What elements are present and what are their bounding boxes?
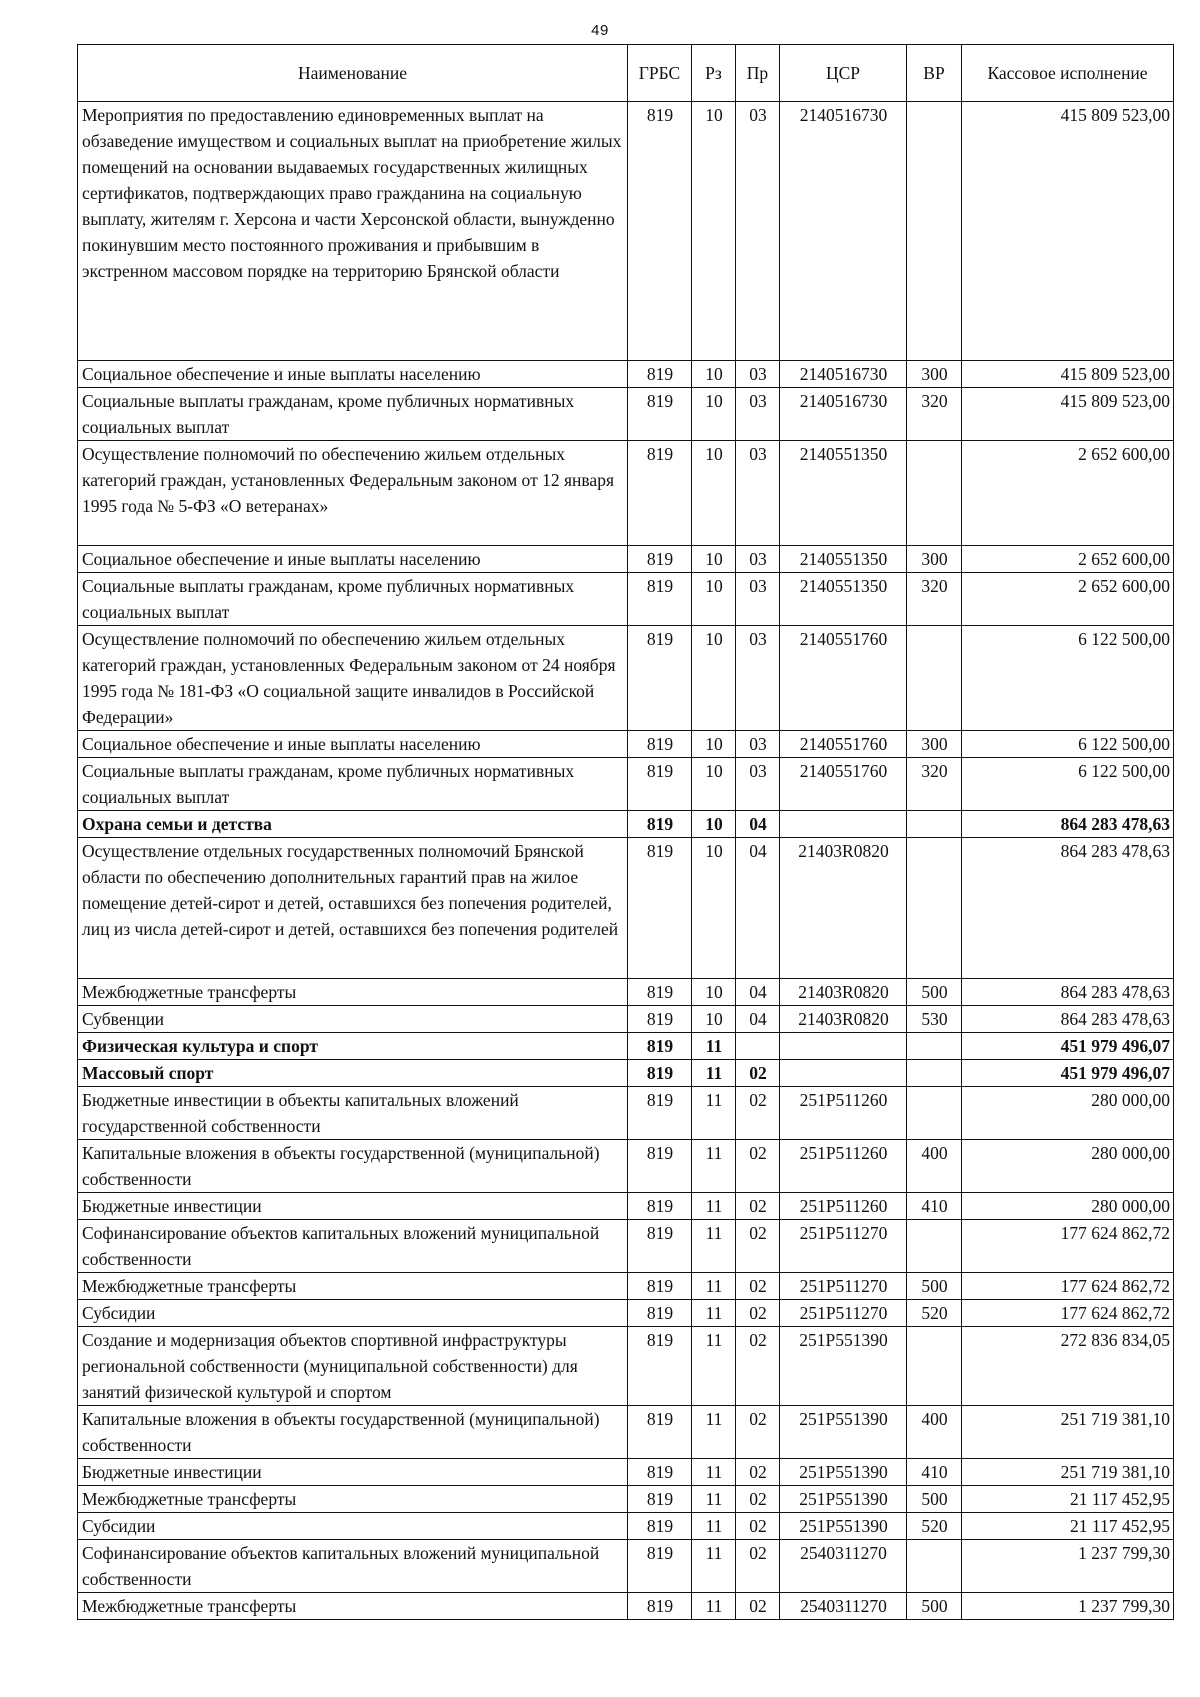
cell-grbs: 819: [628, 361, 692, 388]
table-row: [78, 1087, 1174, 1140]
table-row: [78, 838, 1174, 979]
cell-name: Осуществление полномочий по обеспечению жильем отдельных категорий граждан, установленных Федеральным законом от 12 января 1995 года № 5-ФЗ «О ветеранах»: [78, 441, 628, 546]
cell-csr: 251P551390: [780, 1327, 907, 1406]
cell-name: Софинансирование объектов капитальных вложений муниципальной собственности: [78, 1540, 628, 1593]
table-row: [78, 102, 1174, 361]
cell-sum: 415 809 523,00: [962, 361, 1174, 388]
cell-csr: 2140551760: [780, 626, 907, 731]
table-row: [78, 1273, 1174, 1300]
cell-grbs: 819: [628, 1060, 692, 1087]
cell-csr: 251P511260: [780, 1193, 907, 1220]
cell-grbs: 819: [628, 1140, 692, 1193]
cell-pr: 02: [736, 1513, 780, 1540]
cell-name: Субсидии: [78, 1300, 628, 1327]
cell-sum: 177 624 862,72: [962, 1300, 1174, 1327]
cell-vr: [907, 1220, 962, 1273]
cell-vr: 410: [907, 1193, 962, 1220]
cell-name: Капитальные вложения в объекты государственной (муниципальной) собственности: [78, 1140, 628, 1193]
cell-vr: 500: [907, 1593, 962, 1620]
cell-name: Межбюджетные трансферты: [78, 1273, 628, 1300]
cell-sum: 177 624 862,72: [962, 1220, 1174, 1273]
cell-vr: [907, 838, 962, 979]
page-number: 49: [591, 22, 609, 39]
header-rz: Рз: [692, 45, 736, 102]
cell-sum: 280 000,00: [962, 1140, 1174, 1193]
cell-name: Охрана семьи и детства: [78, 811, 628, 838]
cell-csr: [780, 1060, 907, 1087]
cell-grbs: 819: [628, 1486, 692, 1513]
cell-rz: 11: [692, 1593, 736, 1620]
table-row: [78, 1220, 1174, 1273]
cell-name: Массовый спорт: [78, 1060, 628, 1087]
cell-csr: [780, 811, 907, 838]
cell-vr: 300: [907, 546, 962, 573]
header-pr: Пр: [736, 45, 780, 102]
cell-rz: 11: [692, 1300, 736, 1327]
cell-name: Социальные выплаты гражданам, кроме публичных нормативных социальных выплат: [78, 758, 628, 811]
cell-name: Социальные выплаты гражданам, кроме публичных нормативных социальных выплат: [78, 573, 628, 626]
cell-rz: 11: [692, 1327, 736, 1406]
cell-pr: 02: [736, 1486, 780, 1513]
cell-csr: 2140516730: [780, 388, 907, 441]
cell-sum: 251 719 381,10: [962, 1459, 1174, 1486]
cell-sum: 6 122 500,00: [962, 626, 1174, 731]
cell-grbs: 819: [628, 758, 692, 811]
cell-csr: 2140551760: [780, 758, 907, 811]
cell-name: Мероприятия по предоставлению единовременных выплат на обзаведение имуществом и социальных выплат на приобретение жилых помещений на основании выдаваемых государственных жилищных сертификатов, подтверждающих право гражданина на социальную выплату, жителям г. Херсона и части Херсонской области, вынужденно покинувшим место постоянного проживания и прибывшим в экстренном массовом порядке на территорию Брянской области: [78, 102, 628, 361]
cell-rz: 11: [692, 1033, 736, 1060]
cell-pr: 03: [736, 361, 780, 388]
table-row: [78, 546, 1174, 573]
cell-csr: 2540311270: [780, 1540, 907, 1593]
cell-vr: [907, 1327, 962, 1406]
cell-grbs: 819: [628, 1593, 692, 1620]
cell-name: Бюджетные инвестиции в объекты капитальных вложений государственной собственности: [78, 1087, 628, 1140]
cell-csr: [780, 1033, 907, 1060]
cell-vr: 300: [907, 731, 962, 758]
cell-rz: 10: [692, 102, 736, 361]
table-row: [78, 1327, 1174, 1406]
table-row-section: [78, 1033, 1174, 1060]
cell-pr: 03: [736, 731, 780, 758]
cell-pr: 02: [736, 1087, 780, 1140]
cell-sum: 6 122 500,00: [962, 758, 1174, 811]
cell-vr: [907, 626, 962, 731]
cell-vr: 400: [907, 1406, 962, 1459]
cell-pr: 03: [736, 758, 780, 811]
table-row: [78, 1193, 1174, 1220]
cell-sum: 251 719 381,10: [962, 1406, 1174, 1459]
cell-vr: [907, 811, 962, 838]
cell-name: Субсидии: [78, 1513, 628, 1540]
cell-pr: 02: [736, 1273, 780, 1300]
cell-rz: 10: [692, 441, 736, 546]
cell-grbs: 819: [628, 1006, 692, 1033]
cell-name: Бюджетные инвестиции: [78, 1459, 628, 1486]
table-row: [78, 758, 1174, 811]
table-row: [78, 626, 1174, 731]
table-row: [78, 1406, 1174, 1459]
cell-vr: [907, 1033, 962, 1060]
cell-pr: 03: [736, 573, 780, 626]
cell-grbs: 819: [628, 1220, 692, 1273]
cell-csr: 2540311270: [780, 1593, 907, 1620]
cell-grbs: 819: [628, 811, 692, 838]
cell-rz: 11: [692, 1087, 736, 1140]
cell-grbs: 819: [628, 626, 692, 731]
cell-vr: 500: [907, 1486, 962, 1513]
header-grbs: ГРБС: [628, 45, 692, 102]
table-header-row: [78, 45, 1174, 102]
cell-sum: 177 624 862,72: [962, 1273, 1174, 1300]
cell-name: Бюджетные инвестиции: [78, 1193, 628, 1220]
cell-csr: 2140551760: [780, 731, 907, 758]
cell-vr: [907, 441, 962, 546]
cell-sum: 864 283 478,63: [962, 1006, 1174, 1033]
cell-sum: 415 809 523,00: [962, 102, 1174, 361]
cell-name: Софинансирование объектов капитальных вложений муниципальной собственности: [78, 1220, 628, 1273]
cell-sum: 6 122 500,00: [962, 731, 1174, 758]
cell-pr: 03: [736, 546, 780, 573]
cell-rz: 11: [692, 1540, 736, 1593]
cell-csr: 2140551350: [780, 573, 907, 626]
table-row: [78, 1540, 1174, 1593]
cell-sum: 1 237 799,30: [962, 1593, 1174, 1620]
cell-grbs: 819: [628, 1327, 692, 1406]
cell-name: Субвенции: [78, 1006, 628, 1033]
cell-pr: 03: [736, 626, 780, 731]
cell-csr: 251P511270: [780, 1220, 907, 1273]
cell-pr: 03: [736, 388, 780, 441]
cell-vr: 320: [907, 573, 962, 626]
cell-pr: 02: [736, 1327, 780, 1406]
cell-grbs: 819: [628, 1513, 692, 1540]
cell-csr: 251P511260: [780, 1087, 907, 1140]
cell-grbs: 819: [628, 1273, 692, 1300]
cell-grbs: 819: [628, 1459, 692, 1486]
cell-csr: 251P511260: [780, 1140, 907, 1193]
cell-grbs: 819: [628, 731, 692, 758]
cell-rz: 11: [692, 1140, 736, 1193]
cell-grbs: 819: [628, 1193, 692, 1220]
budget-execution-table: [77, 44, 1174, 1620]
cell-sum: 21 117 452,95: [962, 1486, 1174, 1513]
cell-rz: 10: [692, 979, 736, 1006]
cell-sum: 21 117 452,95: [962, 1513, 1174, 1540]
cell-rz: 11: [692, 1060, 736, 1087]
table-row: [78, 1006, 1174, 1033]
header-sum: Кассовое исполнение: [962, 45, 1174, 102]
cell-sum: 2 652 600,00: [962, 573, 1174, 626]
cell-csr: 21403R0820: [780, 1006, 907, 1033]
cell-sum: 864 283 478,63: [962, 979, 1174, 1006]
cell-name: Физическая культура и спорт: [78, 1033, 628, 1060]
cell-pr: 02: [736, 1300, 780, 1327]
cell-grbs: 819: [628, 102, 692, 361]
table-row: [78, 1593, 1174, 1620]
cell-rz: 10: [692, 626, 736, 731]
cell-vr: 520: [907, 1300, 962, 1327]
cell-rz: 10: [692, 388, 736, 441]
cell-vr: 500: [907, 1273, 962, 1300]
cell-name: Социальное обеспечение и иные выплаты населению: [78, 361, 628, 388]
cell-grbs: 819: [628, 1406, 692, 1459]
table-row: [78, 441, 1174, 546]
cell-vr: 410: [907, 1459, 962, 1486]
table-row: [78, 573, 1174, 626]
cell-rz: 11: [692, 1459, 736, 1486]
table-row: [78, 1486, 1174, 1513]
cell-name: Межбюджетные трансферты: [78, 1486, 628, 1513]
cell-rz: 11: [692, 1273, 736, 1300]
cell-rz: 10: [692, 1006, 736, 1033]
cell-rz: 11: [692, 1406, 736, 1459]
cell-sum: 1 237 799,30: [962, 1540, 1174, 1593]
cell-name: Межбюджетные трансферты: [78, 979, 628, 1006]
cell-pr: 03: [736, 102, 780, 361]
cell-rz: 10: [692, 838, 736, 979]
cell-pr: 02: [736, 1540, 780, 1593]
cell-sum: 2 652 600,00: [962, 546, 1174, 573]
table-row: [78, 361, 1174, 388]
cell-grbs: 819: [628, 1300, 692, 1327]
cell-pr: 02: [736, 1459, 780, 1486]
cell-grbs: 819: [628, 388, 692, 441]
cell-rz: 10: [692, 811, 736, 838]
cell-sum: 2 652 600,00: [962, 441, 1174, 546]
cell-name: Осуществление полномочий по обеспечению жильем отдельных категорий граждан, установленных Федеральным законом от 24 ноября 1995 года № 181-ФЗ «О социальной защите инвалидов в Российской Федерации»: [78, 626, 628, 731]
cell-vr: [907, 1060, 962, 1087]
cell-pr: 02: [736, 1406, 780, 1459]
table-row: [78, 1140, 1174, 1193]
cell-vr: [907, 1540, 962, 1593]
cell-name: Капитальные вложения в объекты государственной (муниципальной) собственности: [78, 1406, 628, 1459]
cell-pr: 04: [736, 811, 780, 838]
header-vr: ВР: [907, 45, 962, 102]
cell-vr: 320: [907, 758, 962, 811]
cell-grbs: 819: [628, 546, 692, 573]
cell-name: Межбюджетные трансферты: [78, 1593, 628, 1620]
cell-sum: 280 000,00: [962, 1087, 1174, 1140]
table-row: [78, 979, 1174, 1006]
cell-csr: 251P551390: [780, 1513, 907, 1540]
cell-vr: 320: [907, 388, 962, 441]
cell-name: Осуществление отдельных государственных полномочий Брянской области по обеспечению дополнительных гарантий прав на жилое помещение детей-сирот и детей, оставшихся без попечения родителей, лиц из числа детей-сирот и детей, оставшихся без попечения родителей: [78, 838, 628, 979]
cell-sum: 415 809 523,00: [962, 388, 1174, 441]
cell-vr: 300: [907, 361, 962, 388]
cell-sum: 451 979 496,07: [962, 1060, 1174, 1087]
table-row-section: [78, 1060, 1174, 1087]
cell-pr: 04: [736, 979, 780, 1006]
table-row: [78, 388, 1174, 441]
cell-rz: 11: [692, 1513, 736, 1540]
cell-csr: 251P551390: [780, 1459, 907, 1486]
cell-vr: 500: [907, 979, 962, 1006]
cell-grbs: 819: [628, 1087, 692, 1140]
cell-pr: [736, 1033, 780, 1060]
cell-rz: 11: [692, 1486, 736, 1513]
cell-grbs: 819: [628, 979, 692, 1006]
cell-grbs: 819: [628, 1540, 692, 1593]
cell-csr: 251P551390: [780, 1486, 907, 1513]
cell-csr: 251P511270: [780, 1300, 907, 1327]
cell-rz: 11: [692, 1193, 736, 1220]
cell-name: Социальное обеспечение и иные выплаты населению: [78, 731, 628, 758]
cell-pr: 04: [736, 1006, 780, 1033]
cell-sum: 864 283 478,63: [962, 811, 1174, 838]
cell-grbs: 819: [628, 573, 692, 626]
cell-grbs: 819: [628, 838, 692, 979]
cell-pr: 02: [736, 1193, 780, 1220]
cell-csr: 251P511270: [780, 1273, 907, 1300]
cell-name: Социальное обеспечение и иные выплаты населению: [78, 546, 628, 573]
cell-csr: 251P551390: [780, 1406, 907, 1459]
table-row: [78, 1513, 1174, 1540]
cell-csr: 21403R0820: [780, 979, 907, 1006]
cell-csr: 2140516730: [780, 102, 907, 361]
cell-vr: 400: [907, 1140, 962, 1193]
cell-rz: 10: [692, 573, 736, 626]
cell-rz: 10: [692, 731, 736, 758]
cell-rz: 10: [692, 758, 736, 811]
cell-rz: 10: [692, 361, 736, 388]
cell-sum: 272 836 834,05: [962, 1327, 1174, 1406]
header-name: Наименование: [78, 45, 628, 102]
cell-pr: 03: [736, 441, 780, 546]
cell-grbs: 819: [628, 441, 692, 546]
cell-rz: 11: [692, 1220, 736, 1273]
table-row: [78, 1300, 1174, 1327]
cell-pr: 04: [736, 838, 780, 979]
cell-grbs: 819: [628, 1033, 692, 1060]
header-csr: ЦСР: [780, 45, 907, 102]
table-row-section: [78, 811, 1174, 838]
cell-csr: 2140551350: [780, 546, 907, 573]
cell-pr: 02: [736, 1060, 780, 1087]
cell-csr: 21403R0820: [780, 838, 907, 979]
cell-pr: 02: [736, 1220, 780, 1273]
table-row: [78, 731, 1174, 758]
cell-vr: [907, 102, 962, 361]
cell-name: Создание и модернизация объектов спортивной инфраструктуры региональной собственности (муниципальной собственности) для занятий физической культурой и спортом: [78, 1327, 628, 1406]
cell-rz: 10: [692, 546, 736, 573]
cell-name: Социальные выплаты гражданам, кроме публичных нормативных социальных выплат: [78, 388, 628, 441]
cell-vr: 530: [907, 1006, 962, 1033]
cell-vr: [907, 1087, 962, 1140]
cell-csr: 2140551350: [780, 441, 907, 546]
cell-vr: 520: [907, 1513, 962, 1540]
cell-csr: 2140516730: [780, 361, 907, 388]
cell-sum: 864 283 478,63: [962, 838, 1174, 979]
cell-pr: 02: [736, 1593, 780, 1620]
cell-pr: 02: [736, 1140, 780, 1193]
table-row: [78, 1459, 1174, 1486]
cell-sum: 451 979 496,07: [962, 1033, 1174, 1060]
cell-sum: 280 000,00: [962, 1193, 1174, 1220]
